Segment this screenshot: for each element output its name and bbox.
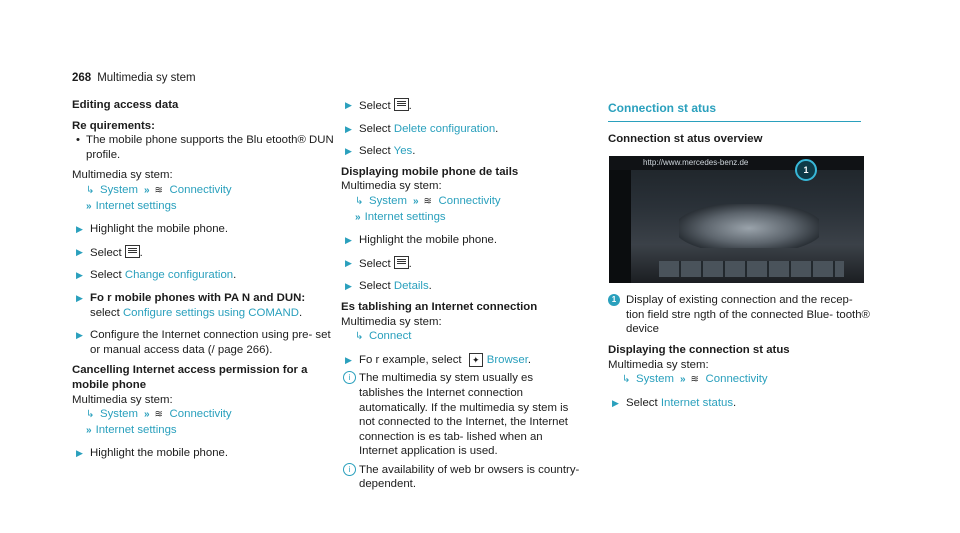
link-browser[interactable]: Browser — [486, 353, 528, 366]
callout-number: 1 — [608, 294, 620, 306]
double-chevron-icon: » — [679, 374, 686, 386]
menu-icon — [125, 245, 140, 258]
step: ▶ Select . — [76, 246, 143, 259]
wifi-icon: ≋ — [154, 184, 163, 196]
step-triangle-icon: ▶ — [76, 292, 83, 303]
step: ▶ Configure the Internet connection using pre‐ set or manual access data (/ page 266). — [76, 329, 331, 356]
step: ▶ Select Internet status. — [612, 396, 737, 409]
heading-editing-access: Editing access data — [72, 99, 179, 111]
double-chevron-icon: » — [355, 211, 361, 223]
step: ▶ Select Details. — [345, 280, 432, 293]
heading-displaying-details: Displaying mobile phone de tails — [341, 165, 519, 178]
step-triangle-icon: ▶ — [76, 330, 83, 341]
return-arrow-icon: ↳ — [355, 331, 364, 343]
link-internet-settings[interactable]: Internet settings — [364, 210, 446, 223]
section-title-connection-status: Connection st atus — [608, 101, 861, 122]
multimedia-label: Multimedia sy stem: — [341, 180, 442, 193]
double-chevron-icon: » — [86, 200, 92, 212]
link-internet-settings[interactable]: Internet settings — [95, 199, 177, 212]
step: ▶ Highlight the mobile phone. — [76, 447, 229, 460]
step-triangle-icon: ▶ — [76, 224, 83, 235]
link-connect[interactable]: Connect — [369, 330, 412, 343]
step: ▶ Highlight the mobile phone. — [345, 234, 498, 247]
screenshot-browser — [609, 156, 864, 283]
menu-path-2 — [341, 210, 581, 226]
column-left — [72, 98, 334, 461]
info-icon: i — [343, 371, 356, 384]
link-connectivity[interactable]: Connectivity — [169, 183, 232, 196]
step-triangle-icon: ▶ — [345, 235, 352, 246]
step: ▶ Select . — [345, 100, 412, 112]
multimedia-label: Multimedia sy stem: — [72, 393, 173, 406]
return-arrow-icon: ↳ — [622, 374, 631, 386]
wifi-icon: ≋ — [423, 195, 432, 207]
menu-path — [72, 183, 334, 199]
link-connectivity[interactable]: Connectivity — [438, 194, 501, 207]
menu-path — [341, 329, 581, 345]
link-delete-configuration[interactable]: Delete configuration — [393, 122, 496, 135]
link-system[interactable]: System — [100, 183, 138, 196]
link-configure-settings[interactable]: Configure settings using COMAND — [122, 306, 299, 319]
step: ▶ Fo r mobile phones with PA N and DUN: select Configure settings using COMAND. — [76, 291, 306, 319]
page-header — [72, 71, 196, 86]
step-triangle-icon: ▶ — [345, 123, 352, 134]
wifi-icon: ≋ — [154, 409, 163, 421]
link-internet-settings[interactable]: Internet settings — [95, 423, 177, 436]
step-triangle-icon: ▶ — [76, 246, 83, 257]
wifi-icon: ≋ — [690, 374, 699, 386]
heading-overview: Connection st atus overview — [608, 132, 763, 145]
section-name: Multimedia sy stem — [97, 72, 196, 84]
step-triangle-icon: ▶ — [345, 257, 352, 268]
link-details[interactable]: Details — [393, 280, 429, 293]
heading-cancelling: Cancelling Internet access permission for a mobile phone — [72, 364, 308, 391]
double-chevron-icon: » — [86, 424, 92, 436]
step-triangle-icon: ▶ — [345, 146, 352, 157]
link-yes[interactable]: Yes — [393, 145, 413, 158]
requirements-label: Re quirements: — [72, 119, 155, 132]
return-arrow-icon: ↳ — [86, 409, 95, 421]
callout-badge: 1 — [795, 159, 817, 181]
return-arrow-icon: ↳ — [355, 195, 364, 207]
step-triangle-icon: ▶ — [345, 354, 352, 365]
link-change-configuration[interactable]: Change configuration — [124, 269, 234, 282]
step: ▶ Select Yes. — [345, 145, 416, 158]
menu-icon — [394, 256, 409, 269]
double-chevron-icon: » — [143, 409, 150, 421]
double-chevron-icon: » — [412, 195, 419, 207]
requirement-item: • The mobile phone supports the Blu etooth® DUN profile. — [76, 134, 334, 161]
menu-path — [72, 407, 334, 423]
note: i The multimedia sy stem usually es tablishes the Internet connection automatically. If the multimedia sy stem is not connected to the Internet, the Internet connection is es tab‐ lished when an Internet application is used. — [341, 371, 581, 459]
heading-displaying-status: Displaying the connection st atus — [608, 343, 790, 356]
callout-description: 1 Display of existing connection and the recep‐ tion field stre ngth of the connected Blue‐ tooth® device — [608, 293, 870, 337]
step-triangle-icon: ▶ — [76, 270, 83, 281]
column-right — [608, 101, 870, 410]
step: ▶ Select . — [345, 257, 412, 270]
link-system[interactable]: System — [636, 373, 674, 386]
return-arrow-icon: ↳ — [86, 184, 95, 196]
bullet-icon: • — [76, 134, 80, 147]
heading-establishing: Es tablishing an Internet connection — [341, 300, 538, 313]
link-system[interactable]: System — [369, 194, 407, 207]
double-chevron-icon: » — [143, 184, 150, 196]
url-bar: http://www.mercedes-benz.de — [609, 156, 864, 170]
menu-icon — [394, 98, 409, 111]
menu-path-2 — [72, 423, 334, 439]
multimedia-label: Multimedia sy stem: — [608, 358, 709, 371]
screen-sidebar — [609, 170, 631, 283]
multimedia-label: Multimedia sy stem: — [72, 169, 173, 182]
link-connectivity[interactable]: Connectivity — [705, 373, 768, 386]
menu-path-2 — [72, 199, 334, 215]
link-connectivity[interactable]: Connectivity — [169, 408, 232, 421]
step: ▶ Select Delete configuration. — [345, 122, 499, 135]
step: ▶ Fo r example, select ✦ Browser. — [345, 353, 532, 366]
thumbnail-strip — [659, 261, 844, 277]
step: ▶ Highlight the mobile phone. — [76, 223, 229, 236]
note: i The availability of web br owsers is country- dependent. — [341, 463, 581, 492]
multimedia-label: Multimedia sy stem: — [341, 315, 442, 328]
column-middle — [341, 98, 581, 492]
step-triangle-icon: ▶ — [612, 397, 619, 408]
link-internet-status[interactable]: Internet status — [660, 396, 734, 409]
menu-path — [608, 372, 870, 388]
step-triangle-icon: ▶ — [345, 100, 352, 110]
step-triangle-icon: ▶ — [345, 281, 352, 292]
link-system[interactable]: System — [100, 408, 138, 421]
step: ▶ Select Change configuration. — [76, 269, 237, 282]
car-image — [679, 204, 819, 248]
menu-path — [341, 194, 581, 210]
page-number: 268 — [72, 72, 92, 84]
compass-icon: ✦ — [469, 353, 483, 367]
step-triangle-icon: ▶ — [76, 448, 83, 459]
info-icon: i — [343, 463, 356, 476]
